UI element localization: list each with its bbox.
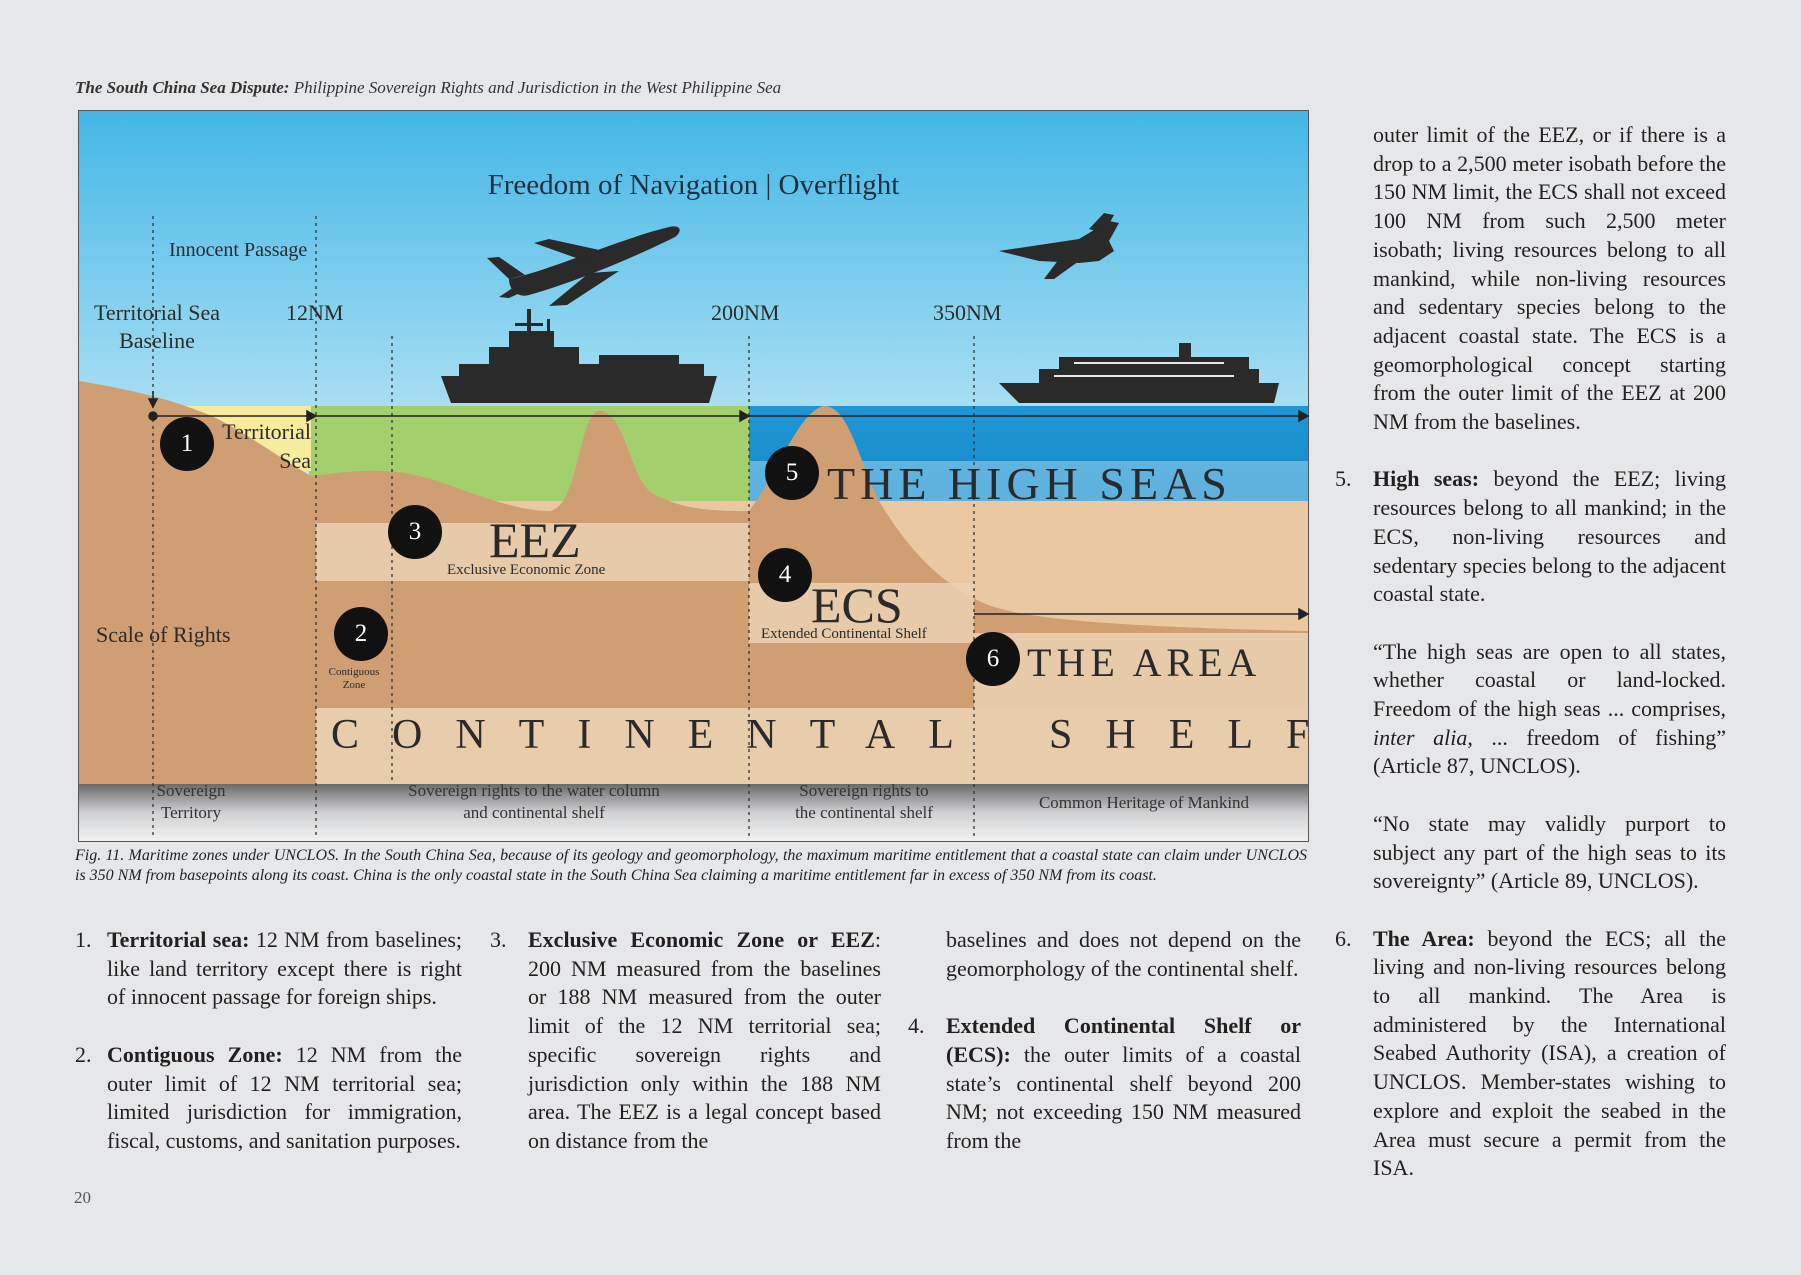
baseline-label [87,299,227,355]
item-text: the outer limits of a coastal state’s continental shelf beyond 200 NM; not exceeding 150 NM measured from the [946,1041,1301,1153]
baseline-label-line2: Baseline [119,328,195,353]
continental-label: CONTINENTAL [331,712,987,758]
item-paragraph [107,1041,462,1156]
eez-label: EEZ [489,512,581,568]
ecs-label: ECS [811,577,903,633]
item-number: 3. [490,927,507,952]
item-term: The Area: [1373,925,1475,951]
label-200nm: 200NM [711,300,780,325]
label-12nm: 12NM [286,300,344,325]
item-paragraph [946,1012,1301,1156]
water-column-line2: and continental shelf [463,803,605,822]
item-number: 1. [75,927,92,952]
high-seas-label: THE HIGH SEAS [827,458,1232,509]
sovereign-territory-line2: Territory [160,803,222,822]
item-text: beyond the ECS; all the living and non-living resources belong to all mankind. The Area is administered by the International Seabed Authority (ISA), a creation of UNCLOS. Member-states wishing to explore and exploit the seabed in the Area must secure a permit from the ISA. [1373,925,1727,1181]
item-territorial-sea [75,926,462,1012]
the-area-label: THE AREA [1027,640,1262,685]
quote-part-b: , ... freedom of fishing” (Article 87, UNCLOS). [1373,724,1727,779]
text-column-3 [908,926,1301,1156]
ecs-continuation: outer limit of the EEZ, or if there is a drop to a 2,500 meter isobath before the 150 NM limit, the ECS shall not exceed 100 NM from such 2,500 meter isobath; living resources belong to all mankind, while non-living resources and sedentary species belong to the adjacent coastal state. The ECS is a geomorphological concept starting from the outer limit of the EEZ at 200 NM from the baselines. [1373,122,1726,435]
contiguous-zone-label [317,666,391,692]
quote-article-89: “No state may validly purport to subject any part of the high seas to its sovereignty” (Article 89, UNCLOS). [1373,810,1726,894]
marker-3: 3 [388,505,442,559]
territorial-sea-label [199,417,311,475]
item-term: Extended Continental Shelf or (ECS): [946,1013,1301,1067]
quote-part-a: “The high seas are open to all states, whether coastal or land-locked. Freedom of the high seas ... comprises, [1373,638,1726,722]
scale-of-rights-label: Scale of Rights [96,622,231,647]
text-column-4 [1335,121,1726,1183]
running-head-subtitle: Philippine Sovereign Rights and Jurisdiction in the West Philippine Sea [289,78,782,97]
common-heritage-label: Common Heritage of Mankind [1038,793,1250,812]
running-head [75,78,781,98]
water-column-rights-label [339,780,729,824]
item-text: beyond the EEZ; living resources belong to all mankind; in the ECS, non-living resources and sedentary species belong to the adjacent coastal state. [1373,466,1726,607]
item-contiguous-zone [75,1041,462,1156]
item-paragraph [1373,465,1726,609]
item-number: 2. [75,1041,92,1067]
text-column-2 [490,926,881,1156]
baseline-point [149,412,157,420]
shelf-rights-line2: the continental shelf [795,803,933,822]
contiguous-zone-line1: Contiguous [328,666,380,678]
item-term: High seas: [1373,466,1480,492]
label-350nm: 350NM [933,300,1002,325]
quote-emphasis: inter alia [1373,724,1468,750]
item-term: Territorial sea: [107,927,250,952]
item-term: Contiguous Zone: [107,1041,283,1067]
page-number: 20 [74,1188,91,1207]
territorial-sea-line1: Territorial [222,419,311,444]
marker-6: 6 [966,632,1020,686]
item-text: 12 NM from baselines; like land territory except there is right of innocent passage for foreign ships. [107,927,463,1010]
ecs-full-label: Extended Continental Shelf [761,626,927,642]
sovereign-territory-label [131,780,251,824]
water-column-line1: Sovereign rights to the water column [408,781,660,800]
maritime-zones-figure [78,110,1343,842]
shelf-rights-label [764,780,964,824]
marker-4: 4 [758,548,812,602]
item-paragraph [1373,925,1726,1183]
running-head-title: The South China Sea Dispute: [75,78,290,97]
sovereign-territory-line1: Sovereign [156,781,226,800]
territorial-sea-line2: Sea [279,448,311,473]
eez-continuation: baselines and does not depend on the geomorphology of the continental shelf. [946,927,1301,981]
item-paragraph [107,926,462,1012]
marker-5: 5 [765,446,819,500]
figure-caption: Fig. 11. Maritime zones under UNCLOS. In the South China Sea, because of its geology and geomorphology, the maximum maritime entitlement that a coastal state can claim under UNCLOS is 350 NM from basepoints along its coast. China is the only coastal state in the South China Sea claiming a maritime entitlement far in excess of 350 NM from its coast. [75,847,1307,884]
contiguous-zone-line2: Zone [342,679,366,691]
item-high-seas [1335,465,1726,609]
marker-2: 2 [334,607,388,661]
item-the-area [1335,925,1726,1183]
item-paragraph [528,926,881,1156]
text-column-1 [75,926,462,1156]
eez-full-label: Exclusive Economic Zone [447,562,606,578]
item-number: 5. [1335,466,1352,492]
item-text: 12 NM from the outer limit of 12 NM territorial sea; limited jurisdiction for immigration, fiscal, customs, and sanitation purposes. [107,1041,462,1153]
item-number: 4. [908,1013,925,1039]
baseline-label-line1: Territorial Sea [93,300,221,325]
item-number: 6. [1335,925,1352,951]
item-ecs [908,1012,1301,1156]
item-eez [490,926,881,1156]
shelf-label: SHELF [1049,712,1343,758]
item-term: Exclusive Economic Zone or EEZ [528,927,875,952]
innocent-passage-label: Innocent Passage [169,239,308,261]
shelf-rights-line1: Sovereign rights to [799,781,929,800]
marker-1: 1 [160,417,214,471]
quote-article-87 [1335,638,1726,782]
freedom-of-navigation-title: Freedom of Navigation | Overflight [487,169,900,201]
item-text: : 200 NM measured from the baselines or 188 NM measured from the outer limit of the 12 NM territorial sea; specific sovereign rights and jurisdiction only within the 188 NM area. The EEZ is a legal concept based on distance from the [528,927,881,1153]
